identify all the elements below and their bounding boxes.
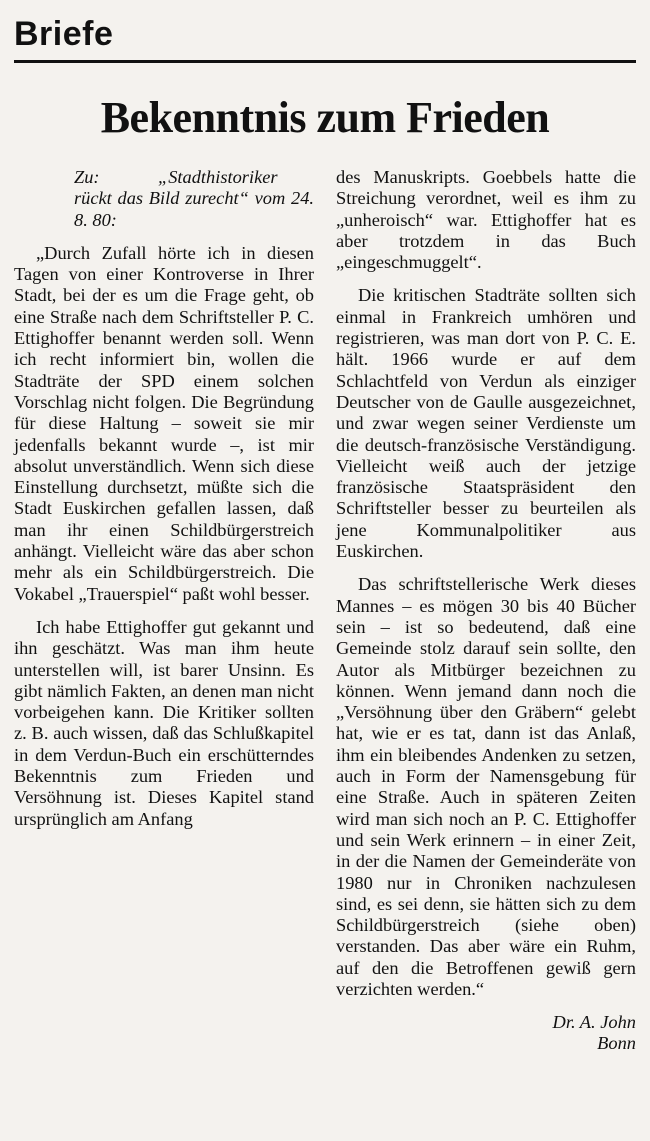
paragraph: Ich habe Ettighoffer gut gekannt und ihn geschätzt. Was man ihm heute unterstellen will, ist barer Unsinn. Es gibt nämlich Fakten, an denen man nicht vorbeigehen kann. Die Kritiker sollten z. B. auch wissen, daß das Schlußkapitel in dem Verdun-Buch ein erschütterndes Bekenntnis zum Frieden und Versöhnung ist. Dieses Kapitel stand ursprünglich am Anfang — [14, 616, 314, 829]
column-right — [336, 167, 636, 1054]
article-headline: Bekenntnis zum Frieden — [100, 93, 550, 142]
paragraph: Das schriftstellerische Werk dieses Mannes – es mögen 30 bis 40 Bücher sein – ist so bedeutend, daß eine Gemeinde stolz darauf sein sollte, den Autor als Mitbürger bezeichnen zu können. Wenn jemand dann noch die „Versöhnung über den Gräbern“ gelebt hat, wie er es tat, dann ist das Anlaß, ihm ein bleibendes Andenken zu setzen, auch in Form der Namensgebung für eine Straße. Auch in späteren Zeiten wird man sich noch an P. C. Ettighoffer und sein Werk erinnern – in einer Zeit, in der die Namen der Gemeinderäte von 1980 nur in Chroniken nachzulesen sind, es sei denn, sie hätten sich zu dem Schildbürgerstreich (siehe oben) verstanden. Das aber wäre ein Ruhm, auf den die Betroffenen gewiß gern verzichten werden.“ — [336, 574, 636, 999]
author-name: Dr. A. John — [552, 1012, 636, 1033]
section-label: Briefe — [14, 15, 114, 53]
reference-title: „Stadthistoriker rückt das Bild zurecht“ — [74, 167, 278, 209]
author-signature — [336, 1012, 636, 1054]
reference-zu: Zu: — [74, 167, 100, 187]
reference-line — [14, 167, 314, 231]
paragraph: Die kritischen Stadträte sollten sich einmal in Frankreich umhören und registrieren, was man dort von P. C. E. hält. 1966 wurde er auf dem Schlachtfeld von Verdun als einziger Deutscher von de Gaulle ausgezeichnet, und zwar wegen seiner Verdienste um die deutsch-französische Verständigung. Vielleicht weiß auch der jetzige französische Staatspräsident den Schriftsteller besser zu beurteilen als jene Kommunalpolitiker aus Euskirchen. — [336, 285, 636, 562]
author-city: Bonn — [597, 1033, 636, 1054]
reference-date: vom 24. 8. 80: — [74, 188, 314, 230]
paragraph: „Durch Zufall hörte ich in diesen Tagen von einer Kontroverse in Ihrer Stadt, bei der es um die Frage geht, ob eine Straße nach dem Schriftsteller P. C. Ettighoffer benannt werden soll. Wenn ich recht informiert bin, wollen die Stadträte der SPD einem solchen Vorschlag nicht folgen. Die Begründung für diese Haltung – soweit sie mir jedenfalls bekannt wurde –, ist mir absolut unverständlich. Wenn sich diese Einstellung durchsetzt, müßte sich die Stadt Euskirchen gefallen lassen, daß man ihr einen Schildbürgerstreich anhängt. Vielleicht wäre das aber schon mehr als ein Schildbürgerstreich. Die Vokabel „Trauerspiel“ paßt wohl besser. — [14, 242, 314, 604]
column-left — [14, 167, 314, 1054]
article-body — [14, 167, 636, 1054]
paragraph: des Manuskripts. Goebbels hatte die Streichung verordnet, weil es ihm zu „unheroisch“ war. Ettighoffer hat es aber trotzdem in das Buch „eingeschmuggelt“. — [336, 167, 636, 273]
section-rule — [14, 60, 636, 63]
